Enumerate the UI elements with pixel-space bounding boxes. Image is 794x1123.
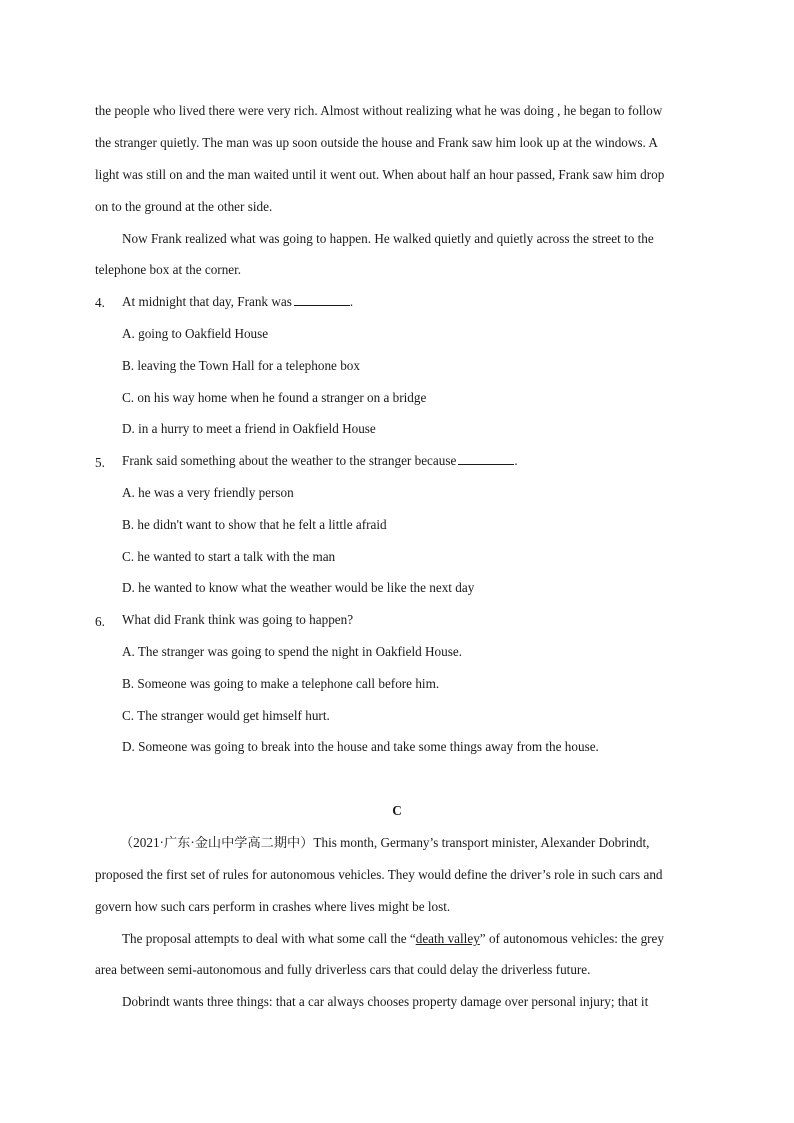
underlined-phrase: death valley [415, 931, 480, 946]
question-number: 5. [95, 455, 105, 470]
question-number: 4. [95, 295, 105, 310]
question-stem [122, 453, 518, 469]
passage-line: the people who lived there were very rich. Almost without realizing what he was doing , he began to follow [95, 103, 663, 118]
answer-option: A. The stranger was going to spend the night in Oakfield House. [122, 644, 463, 659]
answer-option: B. Someone was going to make a telephone call before him. [122, 676, 440, 691]
answer-blank [458, 453, 514, 465]
answer-blank [294, 294, 350, 306]
answer-option: D. he wanted to know what the weather would be like the next day [122, 580, 475, 595]
question-number: 6. [95, 614, 105, 629]
answer-option: C. he wanted to start a talk with the man [122, 549, 336, 564]
section-title: C [392, 803, 402, 818]
answer-option: C. on his way home when he found a stranger on a bridge [122, 390, 427, 405]
answer-option: B. he didn't want to show that he felt a little afraid [122, 517, 387, 532]
passage-text: This month, Germany’s transport minister, Alexander Dobrindt, [313, 835, 650, 850]
question-stem-text: What did Frank think was going to happen? [122, 612, 354, 627]
answer-option: B. leaving the Town Hall for a telephone box [122, 358, 360, 373]
passage-line [122, 931, 664, 947]
question-stem-text: Frank said something about the weather to the stranger because [122, 453, 457, 468]
answer-option: C. The stranger would get himself hurt. [122, 708, 330, 723]
passage-text: ” of autonomous vehicles: the grey [479, 931, 665, 946]
passage-line: the stranger quietly. The man was up soon outside the house and Frank saw him look up at the windows. A [95, 135, 658, 150]
answer-option: A. he was a very friendly person [122, 485, 294, 500]
question-stem-end: . [349, 294, 354, 309]
question-stem [122, 612, 353, 628]
passage-line: proposed the first set of rules for autonomous vehicles. They would define the driver’s role in such cars and [95, 867, 663, 882]
passage-line [120, 835, 649, 851]
passage-line: light was still on and the man waited until it went out. When about half an hour passed, Frank saw him drop [95, 167, 665, 182]
answer-option: D. in a hurry to meet a friend in Oakfield House [122, 421, 376, 436]
passage-line: telephone box at the corner. [95, 262, 242, 277]
source-citation: （2021·广东·金山中学高二期中） [120, 835, 314, 850]
passage-text: The proposal attempts to deal with what some call the “ [122, 931, 416, 946]
passage-line: govern how such cars perform in crashes where lives might be lost. [95, 899, 451, 914]
answer-option: D. Someone was going to break into the house and take some things away from the house. [122, 739, 599, 754]
passage-line: Now Frank realized what was going to happen. He walked quietly and quietly across the street to the [122, 231, 654, 246]
question-stem [122, 294, 353, 310]
passage-line: on to the ground at the other side. [95, 199, 273, 214]
question-stem-end: . [514, 453, 518, 468]
question-stem-text: At midnight that day, Frank was [122, 294, 292, 309]
answer-option: A. going to Oakfield House [122, 326, 269, 341]
passage-line: area between semi-autonomous and fully driverless cars that could delay the driverless future. [95, 962, 591, 977]
passage-line: Dobrindt wants three things: that a car always chooses property damage over personal injury; that it [122, 994, 649, 1009]
